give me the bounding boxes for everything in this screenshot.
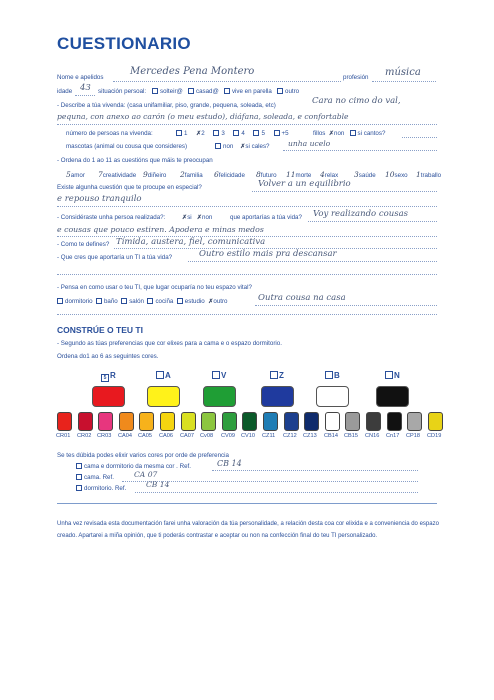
concern-rank: 9 xyxy=(143,170,148,179)
concern-label: familia xyxy=(184,172,203,179)
color-code: CZ13 xyxy=(303,433,317,439)
concern-label: traballo xyxy=(420,172,442,179)
realized-yes-checked[interactable]: ✗ xyxy=(182,214,188,221)
place-kitchen-label: cociña xyxy=(155,298,174,305)
concern-rank: 10 xyxy=(385,170,395,179)
color-code: CV10 xyxy=(241,433,255,439)
concern-rank: 11 xyxy=(286,170,296,179)
section-build-title: CONSTRÚE O TEU TI xyxy=(57,325,143,335)
concern-label: creatividade xyxy=(102,172,137,179)
people-3-label: 3 xyxy=(221,130,225,137)
home-answer-2[interactable]: pequna, con anexo ao carón (o meu estudo), diáfana, soleada, e confortable xyxy=(57,112,349,121)
opt-room-label: dormitorio. Ref. xyxy=(84,485,127,492)
color-chip-cz12[interactable] xyxy=(284,412,299,431)
place-line xyxy=(255,305,437,306)
contribute-label: que aportarías a túa vida? xyxy=(230,214,302,221)
place-bedroom-checkbox[interactable] xyxy=(57,298,63,304)
color-code: CB14 xyxy=(324,433,338,439)
children-label: fillos xyxy=(313,130,326,137)
status-other-checkbox[interactable] xyxy=(277,88,283,94)
color-chip-cr02[interactable] xyxy=(78,412,93,431)
color-label-Z xyxy=(270,371,284,380)
color-chip-ca05[interactable] xyxy=(139,412,154,431)
special-answer-2[interactable]: e repouso tranquilo xyxy=(57,194,142,204)
concern-label: relax xyxy=(324,172,339,179)
color-code: CB15 xyxy=(344,433,358,439)
place-living-checkbox[interactable] xyxy=(121,298,127,304)
contribute-answer-1[interactable]: Voy realizando cousas xyxy=(313,209,409,219)
ti-line-2 xyxy=(57,274,437,275)
color-chip-cr03[interactable] xyxy=(98,412,113,431)
concern-sexo[interactable] xyxy=(385,170,408,179)
opt-room-line xyxy=(135,492,418,493)
people-4-checkbox[interactable] xyxy=(233,130,239,136)
children-yes-checkbox[interactable] xyxy=(350,130,356,136)
color-code: CA06 xyxy=(159,433,173,439)
children-line xyxy=(402,137,437,138)
place-bath-checkbox[interactable] xyxy=(96,298,102,304)
color-code: Cv08 xyxy=(200,433,214,439)
color-label-V xyxy=(212,371,226,380)
name-line xyxy=(113,81,341,82)
status-married-checkbox[interactable] xyxy=(188,88,194,94)
concern-rank: 3 xyxy=(354,170,359,179)
opt-both-label: cama e dormitorio da mesma cor . Ref. xyxy=(84,463,191,470)
pets-no-checkbox[interactable] xyxy=(215,143,221,149)
color-letter: Z xyxy=(279,371,284,380)
concern-label: amor xyxy=(70,172,85,179)
concern-label: sexo xyxy=(394,172,408,179)
place-other-label: outro xyxy=(213,298,228,305)
status-single-checkbox[interactable] xyxy=(152,88,158,94)
ti-line xyxy=(188,261,437,262)
people-more-label: +5 xyxy=(281,130,289,137)
concern-label: morte xyxy=(295,172,312,179)
opt-bed-checkbox[interactable] xyxy=(76,474,82,480)
color-chip-cp18[interactable] xyxy=(407,412,422,431)
opt-both-line xyxy=(212,470,418,471)
color-chip-cb15[interactable] xyxy=(345,412,360,431)
people-5-checkbox[interactable] xyxy=(253,130,259,136)
color-code: CP18 xyxy=(406,433,420,439)
color-rank-box[interactable] xyxy=(385,371,393,379)
color-code: CZ12 xyxy=(283,433,297,439)
color-code: Cn17 xyxy=(386,433,400,439)
concern-rank: 6 xyxy=(214,170,219,179)
special-label: Existe algunha cuestión que te procupe en especial? xyxy=(57,184,202,191)
color-letter: B xyxy=(334,371,340,380)
name-label: Nome e apelidos xyxy=(57,74,104,81)
color-code: CD19 xyxy=(427,433,442,439)
concern-label: futuro xyxy=(260,172,277,179)
pets-label: mascotas (animal ou cousa que consideres) xyxy=(66,143,188,150)
color-rank-box[interactable]: 5 xyxy=(101,374,109,382)
status-couple-label: vive en parella xyxy=(231,88,272,95)
color-letter: A xyxy=(165,371,171,380)
pets-no-label: non xyxy=(223,143,234,150)
home-label: - Describe a túa vivenda: (casa unifamiliar, piso, grande, pequena, soleada, etc) xyxy=(57,102,276,109)
people-2-label: 2 xyxy=(201,130,205,137)
color-chip-cz11[interactable] xyxy=(263,412,278,431)
footer-divider xyxy=(57,503,437,504)
color-letter: V xyxy=(221,371,227,380)
color-swatch-A[interactable] xyxy=(147,386,180,407)
place-label: - Pensa en como usar o teu TI, que lugar ocuparía no teu espazo vital? xyxy=(57,284,252,291)
pref-instruction-1: - Segundo as túas preferencias que cor elixes para a cama e o espazo dormitorio. xyxy=(57,340,282,347)
color-code: CR01 xyxy=(56,433,71,439)
profession-label: profesión xyxy=(343,74,369,81)
color-chip-cv10[interactable] xyxy=(242,412,257,431)
color-chip-ca04[interactable] xyxy=(119,412,134,431)
concern-rank: 5 xyxy=(66,170,71,179)
place-line-2 xyxy=(57,314,437,315)
place-study-label: estudio xyxy=(184,298,205,305)
concern-futuro[interactable] xyxy=(256,170,277,179)
children-no-checked[interactable]: ✗ xyxy=(328,130,335,137)
name-answer[interactable]: Mercedes Pena Montero xyxy=(130,66,255,77)
color-code: CN16 xyxy=(365,433,380,439)
special-line-2 xyxy=(57,206,437,207)
special-answer-1[interactable]: Volver a un equilibrio xyxy=(258,179,351,189)
concern-familia[interactable] xyxy=(180,170,203,179)
children-no-label: non xyxy=(334,130,345,137)
profession-answer[interactable]: música xyxy=(385,67,421,78)
realized-yes-label: si xyxy=(187,214,192,221)
special-line xyxy=(252,191,437,192)
people-1-label: 1 xyxy=(184,130,188,137)
children-group xyxy=(313,130,385,137)
color-chip-cv09[interactable] xyxy=(222,412,237,431)
opt-both-checkbox[interactable] xyxy=(76,463,82,469)
color-code: CA04 xyxy=(118,433,132,439)
pets-line xyxy=(283,150,437,151)
concern-label: saúde xyxy=(358,172,376,179)
color-rank-box[interactable] xyxy=(212,371,220,379)
concern-label: diñeiro xyxy=(147,172,167,179)
status-couple-checkbox[interactable] xyxy=(224,88,230,94)
color-code: CA05 xyxy=(138,433,152,439)
color-swatch-B[interactable] xyxy=(316,386,349,407)
place-answer[interactable]: Outra cousa na casa xyxy=(258,293,346,303)
order-label: - Ordena do 1 ao 11 as cuestións que máis te preocupan xyxy=(57,157,213,164)
color-rank-box[interactable] xyxy=(325,371,333,379)
place-study-checkbox[interactable] xyxy=(177,298,183,304)
realized-label: - Considéraste unha persoa realizada?: xyxy=(57,214,166,221)
pets-options xyxy=(215,143,269,150)
home-line xyxy=(57,124,437,125)
opt-bed-label: cama. Ref. xyxy=(84,474,114,481)
age-line xyxy=(75,95,95,96)
color-chip-cz13[interactable] xyxy=(304,412,319,431)
color-code: CV09 xyxy=(221,433,235,439)
footer-text: Unha vez revisada esta documentación farei unha valoración da túa personalidade, a relación desta coa cor elixida e a conveniencia do espazo creado. Apartarei a miña opinión, que ti poderás contrastar e aceptar ou non na confección final do teu TI personalizado. xyxy=(57,521,439,539)
concern-rank: 7 xyxy=(98,170,103,179)
people-3-checkbox[interactable] xyxy=(213,130,219,136)
realized-no-checked[interactable]: ✗ xyxy=(196,214,203,221)
color-code: CZ11 xyxy=(262,433,276,439)
contribute-answer-2[interactable]: e cousas que pouco estiren. Apodera e minas medos xyxy=(57,225,264,234)
color-chip-cr01[interactable] xyxy=(57,412,72,431)
people-2-checked[interactable]: ✗ xyxy=(196,130,202,137)
concern-saúde[interactable] xyxy=(354,170,376,179)
color-swatch-V[interactable] xyxy=(203,386,236,407)
place-bath-label: baño xyxy=(103,298,118,305)
concern-amor[interactable] xyxy=(66,170,85,179)
color-label-N xyxy=(385,371,400,380)
define-label: - Como te defines? xyxy=(57,241,110,248)
age-label: idade xyxy=(57,88,73,95)
color-chip-ca07[interactable] xyxy=(181,412,196,431)
opt-room xyxy=(76,485,126,492)
opt-both-answer[interactable]: CB 14 xyxy=(217,459,242,468)
opt-both xyxy=(76,463,191,470)
people-5-label: 5 xyxy=(261,130,265,137)
concern-relax[interactable] xyxy=(320,170,338,179)
place-other-checked[interactable]: ✗ xyxy=(208,298,214,305)
status-single-label: solteir@ xyxy=(160,88,183,95)
opt-bed-answer[interactable]: CA 07 xyxy=(134,470,158,479)
color-rank-box[interactable] xyxy=(156,371,164,379)
pets-yes-label: si cales? xyxy=(245,143,270,150)
people-options xyxy=(176,130,289,137)
page-title: CUESTIONARIO xyxy=(57,34,191,53)
opt-room-checkbox[interactable] xyxy=(76,485,82,491)
pets-answer[interactable]: unha ucelo xyxy=(288,139,331,148)
color-letter: N xyxy=(394,371,400,380)
contribute-line xyxy=(308,221,437,222)
realized-no-label: non xyxy=(202,214,213,221)
doubt-label: Se tes dúbida podes elixir varios cores por orde de preferencia xyxy=(57,452,229,459)
place-kitchen-checkbox[interactable] xyxy=(147,298,153,304)
concern-creatividade[interactable] xyxy=(98,170,136,179)
color-code: CR02 xyxy=(77,433,92,439)
age-answer[interactable]: 43 xyxy=(80,83,91,93)
color-chip-cn17[interactable] xyxy=(387,412,402,431)
concern-rank: 8 xyxy=(256,170,261,179)
color-rank-box[interactable] xyxy=(270,371,278,379)
status-options xyxy=(152,88,299,95)
opt-bed xyxy=(76,474,114,481)
color-swatch-N[interactable] xyxy=(376,386,409,407)
people-more-checkbox[interactable] xyxy=(274,130,280,136)
ti-label: - Que cres que aportaría un TI a túa vida? xyxy=(57,254,173,261)
ti-answer[interactable]: Outro estilo mais pra descansar xyxy=(199,249,337,259)
status-label: situación persoal: xyxy=(98,88,147,95)
people-label: número de persoas na vivenda: xyxy=(66,130,153,137)
color-chip-cd19[interactable] xyxy=(428,412,443,431)
concern-felicidade[interactable] xyxy=(214,170,245,179)
concern-rank: 4 xyxy=(320,170,325,179)
place-bedroom-label: dormitorio xyxy=(65,298,93,305)
profession-line xyxy=(372,81,436,82)
concern-rank: 1 xyxy=(416,170,421,179)
home-answer-1[interactable]: Cara no cimo do val, xyxy=(312,96,401,106)
status-married-label: casad@ xyxy=(195,88,219,95)
color-swatch-Z[interactable] xyxy=(261,386,294,407)
realized-options xyxy=(182,214,212,221)
opt-room-answer[interactable]: CB 14 xyxy=(146,480,170,489)
concern-label: felicidade xyxy=(218,172,245,179)
color-label-A xyxy=(156,371,171,380)
place-options xyxy=(57,298,227,305)
color-swatch-R[interactable] xyxy=(92,386,125,407)
color-chip-cn16[interactable] xyxy=(366,412,381,431)
define-answer[interactable]: Tímida, austera, fiel, comunicativa xyxy=(116,237,266,247)
color-chip-ca06[interactable] xyxy=(160,412,175,431)
pets-yes-checked[interactable]: ✗ xyxy=(240,143,246,150)
concern-traballo[interactable] xyxy=(416,170,441,179)
concern-diñeiro[interactable] xyxy=(143,170,166,179)
color-code: CA07 xyxy=(180,433,194,439)
people-4-label: 4 xyxy=(241,130,245,137)
pref-instruction-2: Ordena do1 ao 6 as seguintes cores. xyxy=(57,353,159,360)
color-letter: R xyxy=(110,371,116,380)
color-label-R xyxy=(101,371,116,382)
concern-rank: 2 xyxy=(180,170,185,179)
color-code: CR03 xyxy=(97,433,112,439)
children-yes-label: si cantos? xyxy=(357,130,386,137)
color-chip-cv08[interactable] xyxy=(201,412,216,431)
color-chip-cb14[interactable] xyxy=(325,412,340,431)
place-living-label: salón xyxy=(129,298,144,305)
people-1-checkbox[interactable] xyxy=(176,130,182,136)
color-label-B xyxy=(325,371,340,380)
concern-morte[interactable] xyxy=(286,170,311,179)
status-other-label: outro xyxy=(285,88,300,95)
